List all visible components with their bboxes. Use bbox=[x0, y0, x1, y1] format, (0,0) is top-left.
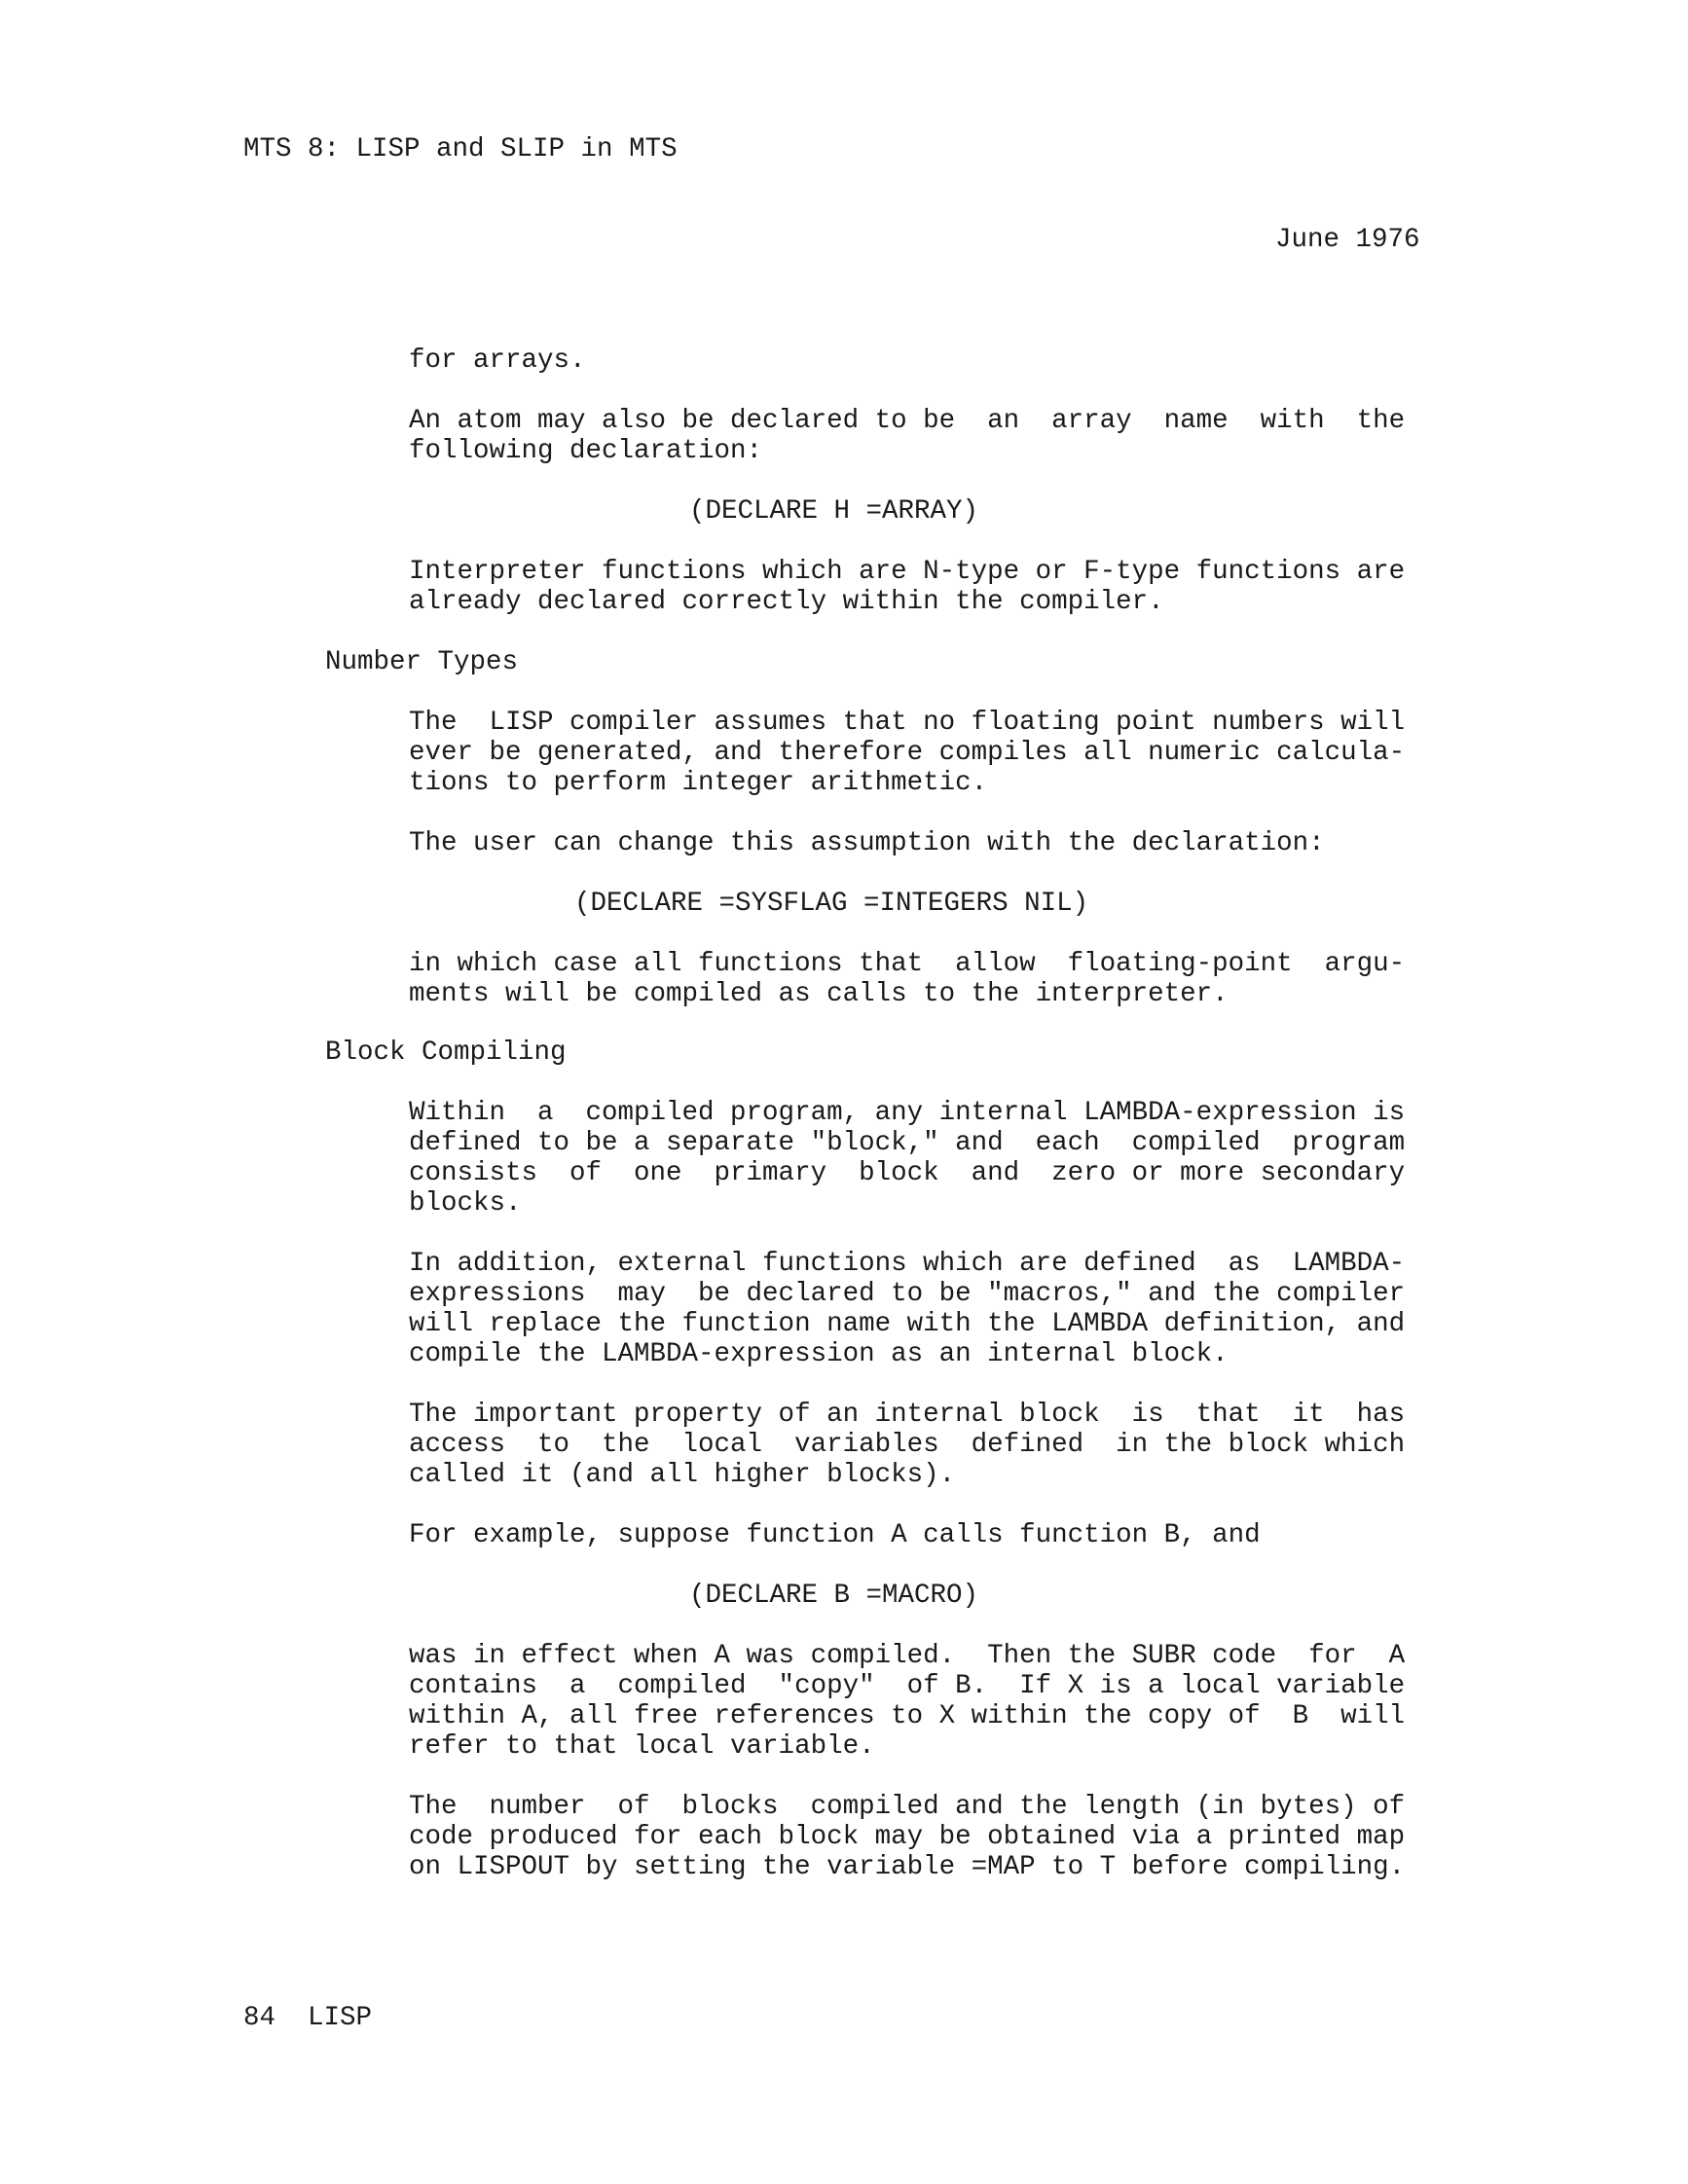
paragraph-change: The user can change this assumption with the declaration: bbox=[409, 828, 1325, 858]
heading-block-compiling: Block Compiling bbox=[325, 1037, 567, 1068]
paragraph-addition: In addition, external functions which are defined as LAMBDA- expressions may be declared to be "macros," and the compiler will replace the function name with the LAMBDA definition, and compile the LAMBDA-expression as an internal block. bbox=[409, 1249, 1406, 1369]
heading-number-types: Number Types bbox=[325, 647, 519, 677]
paragraph-arrays-end: for arrays. bbox=[409, 346, 586, 376]
paragraph-interpreter: Interpreter functions which are N-type or F-type functions are already declared correctly within the compiler. bbox=[409, 557, 1406, 617]
code-declare-array: (DECLARE H =ARRAY) bbox=[689, 496, 979, 527]
page-footer-label: 84 LISP bbox=[243, 2003, 373, 2033]
paragraph-atom-array: An atom may also be declared to be an array name with the following declaration: bbox=[409, 406, 1406, 466]
paragraph-example: For example, suppose function A calls function B, and bbox=[409, 1520, 1261, 1550]
paragraph-property: The important property of an internal block is that it has access to the local variables defined in the block which called it (and all higher blocks). bbox=[409, 1400, 1406, 1490]
paragraph-number-blocks: The number of blocks compiled and the length (in bytes) of code produced for each block may be obtained via a printed map on LISPOUT by setting the variable =MAP to T before compiling. bbox=[409, 1792, 1406, 1882]
paragraph-within: Within a compiled program, any internal LAMBDA-expression is defined to be a separate "block," and each compiled program consists of one primary block and zero or more secondary blocks. bbox=[409, 1098, 1406, 1219]
code-declare-macro: (DECLARE B =MACRO) bbox=[689, 1581, 979, 1611]
paragraph-no-float: The LISP compiler assumes that no floating point numbers will ever be generated, and therefore compiles all numeric calcula- tions to perform integer arithmetic. bbox=[409, 708, 1406, 798]
page-header-date: June 1976 bbox=[1275, 225, 1420, 255]
paragraph-effect: was in effect when A was compiled. Then the SUBR code for A contains a compiled "copy" of B. If X is a local variable within A, all free references to X within the copy of B will refer to that local variable. bbox=[409, 1641, 1406, 1762]
code-declare-sysflag: (DECLARE =SYSFLAG =INTEGERS NIL) bbox=[574, 889, 1089, 919]
page-header-title: MTS 8: LISP and SLIP in MTS bbox=[243, 134, 678, 164]
paragraph-which-case: in which case all functions that allow floating-point argu- ments will be compiled as calls to the interpreter. bbox=[409, 949, 1406, 1009]
